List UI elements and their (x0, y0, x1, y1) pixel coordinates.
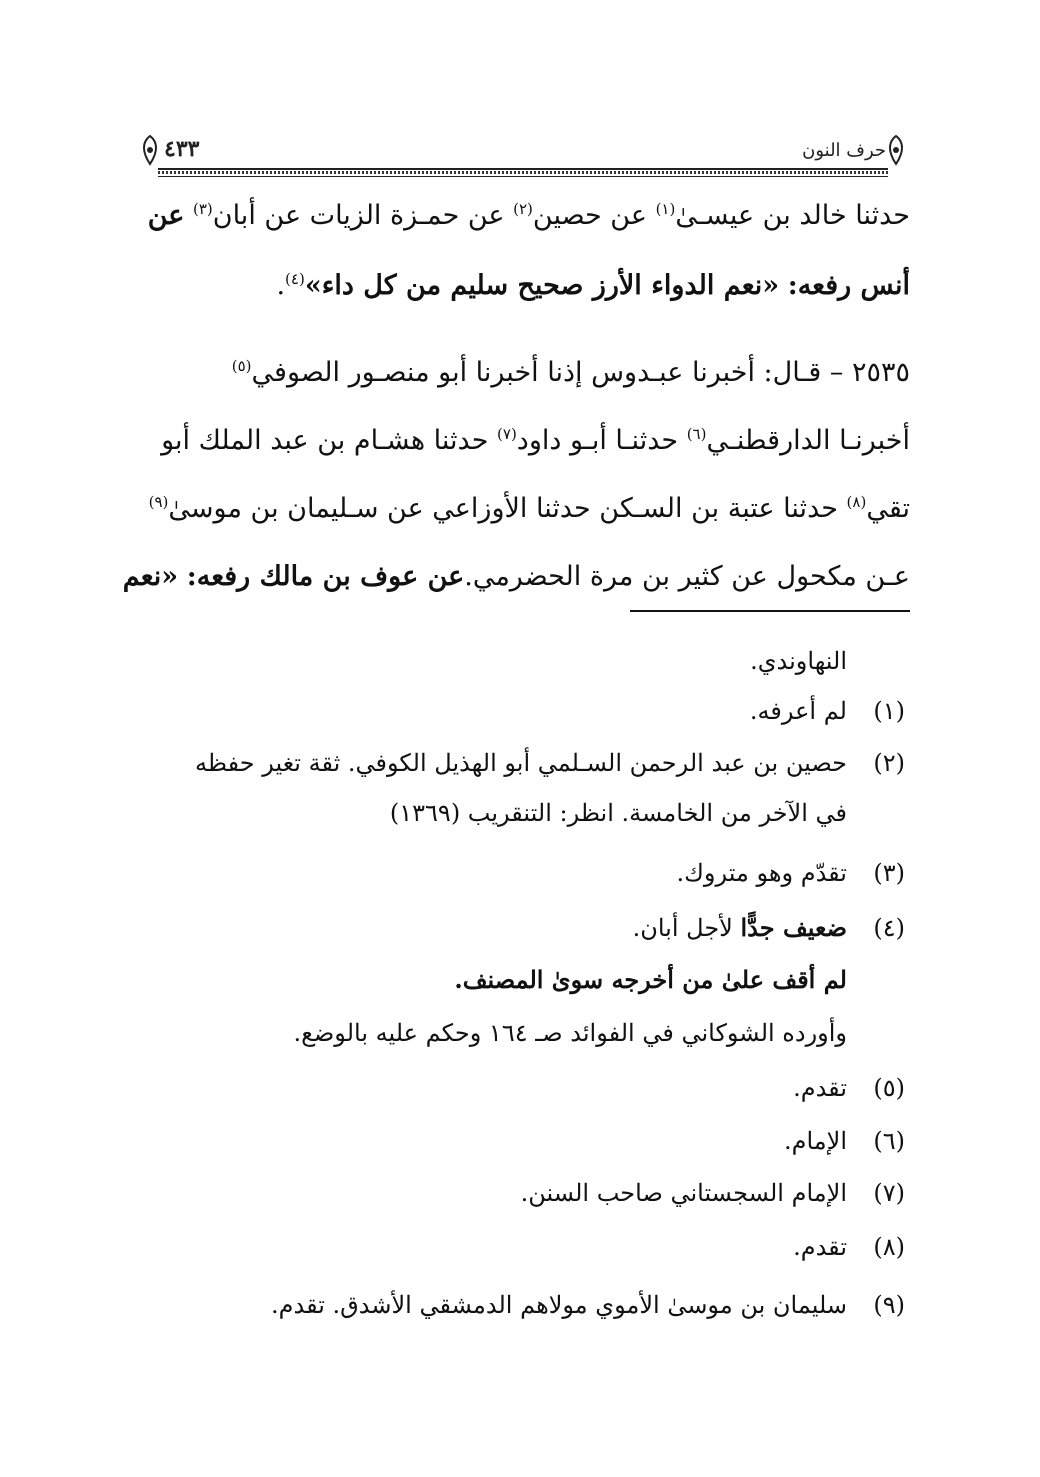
main-line-1: حدثنا خالد بن عيسـىٰ$^{(١)}$ عن حصين$^{(٢)}$ عن حمـزة الزيات عن أبان$^{(٣)}$ عن (147, 200, 910, 231)
page-number: ٤٣٣ (164, 136, 200, 162)
main-line-5: تقي$^{(٨)}$ حدثنا عتبة بن السـكن حدثنا الأوزاعي عن سـليمان بن موسىٰ$^{(٩)}$ (148, 493, 910, 524)
footnote-1: (١)لم أعرفه. (749, 697, 905, 725)
footnote-carry: النهاوندي. (750, 647, 847, 675)
main-line-3: ٢٥٣٥ – قـال: أخبرنا عبـدوس إذنا أخبرنا أبو منصـور الصوفي$^{(٥)}$ (231, 357, 910, 388)
footnote-8: (٨)تقدم. (793, 1233, 905, 1261)
footnote-separator (630, 610, 910, 612)
footnote-4: (٤)ضعيف جدًّا لأجل أبان. (632, 913, 905, 942)
footnote-2-cont: في الآخر من الخامسة. انظر: التنقريب (١٣٦٩) (389, 799, 847, 827)
chapter-title: حرف النون (802, 140, 886, 161)
ornament-left-icon (138, 134, 162, 166)
footnote-4-cont2: وأورده الشوكاني في الفوائد صـ ١٦٤ وحكم عليه بالوضع. (293, 1019, 847, 1047)
footnote-7: (٧)الإمام السجستاني صاحب السنن. (520, 1179, 905, 1207)
main-line-2: أنس رفعه: «نعم الدواء الأرز صحيح سليم من كل داء»$^{(٤)}$. (276, 270, 910, 301)
ornament-right-icon (884, 134, 908, 166)
footnote-4-cont: لم أقف علىٰ من أخرجه سوىٰ المصنف. (454, 965, 847, 994)
main-line-4: أخبرنـا الدارقطنـي$^{(٦)}$ حدثنـا أبـو داود$^{(٧)}$ حدثنا هشـام بن عبد الملك أبو (161, 425, 910, 456)
main-line-6: عـن مكحول عن كثير بن مرة الحضرمي.عن عوف بن مالك رفعه: «نعم (122, 561, 910, 592)
footnote-5: (٥)تقدم. (793, 1074, 905, 1102)
header-rule (158, 168, 888, 177)
footnote-3: (٣)تقدّم وهو متروك. (676, 859, 905, 887)
footnote-2: (٢)حصين بن عبد الرحمن السـلمي أبو الهذيل الكوفي. ثقة تغير حفظه (195, 749, 905, 777)
footnote-6: (٦)الإمام. (783, 1127, 905, 1155)
page-header (138, 128, 908, 178)
footnote-9: (٩)سليمان بن موسىٰ الأموي مولاهم الدمشقي الأشدق. تقدم. (271, 1291, 905, 1319)
